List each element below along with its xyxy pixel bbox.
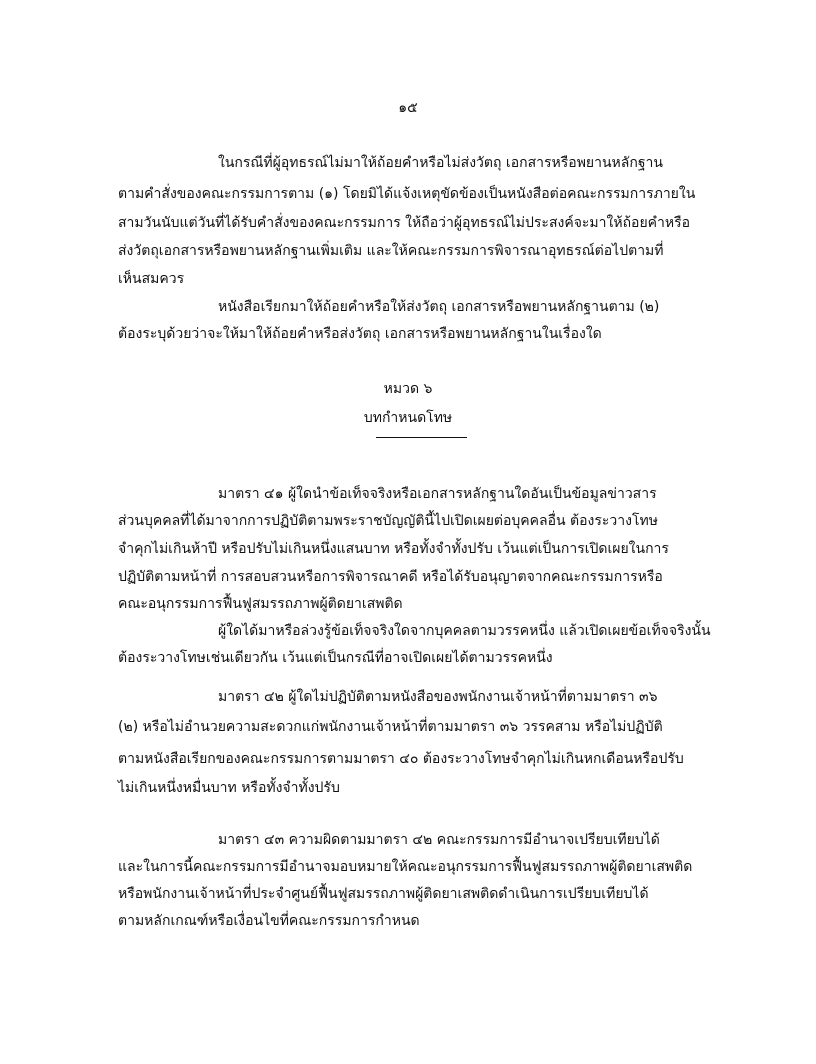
section-line: คณะอนุกรรมการฟื้นฟูสมรรถภาพผู้ติดยาเสพติด bbox=[118, 596, 403, 612]
paragraph-line: เห็นสมควร bbox=[118, 271, 185, 287]
section-line: ไม่เกินหนึ่งหมื่นบาท หรือทั้งจำทั้งปรับ bbox=[118, 780, 340, 796]
chapter-title: บทกำหนดโทษ bbox=[363, 410, 453, 426]
section-line: ส่วนบุคคลที่ได้มาจากการปฏิบัติตามพระราชบัญญัตินี้ไปเปิดเผยต่อบุคคลอื่น ต้องระวางโทษ bbox=[118, 513, 658, 529]
section-line: มาตรา ๔๓ ความผิดตามมาตรา ๔๒ คณะกรรมการมีอำนาจเปรียบเทียบได้ bbox=[218, 832, 660, 848]
paragraph-line: ต้องระบุด้วยว่าจะให้มาให้ถ้อยคำหรือส่งวัตถุ เอกสารหรือพยานหลักฐานในเรื่องใด bbox=[118, 326, 602, 342]
section-line: มาตรา ๔๑ ผู้ใดนำข้อเท็จจริงหรือเอกสารหลักฐานใดอันเป็นข้อมูลข่าวสาร bbox=[218, 486, 657, 502]
section-line: ปฏิบัติตามหน้าที่ การสอบสวนหรือการพิจารณาคดี หรือได้รับอนุญาตจากคณะกรรมการหรือ bbox=[118, 569, 663, 585]
page-number: ๑๕ bbox=[398, 100, 418, 116]
section-line: (๒) หรือไม่อำนวยความสะดวกแก่พนักงานเจ้าหน้าที่ตามมาตรา ๓๖ วรรคสาม หรือไม่ปฏิบัติ bbox=[118, 719, 663, 735]
paragraph-line: ตามคำสั่งของคณะกรรมการตาม (๑) โดยมิได้แจ้งเหตุขัดข้องเป็นหนังสือต่อคณะกรรมการภายใน bbox=[118, 186, 696, 202]
section-line: ผู้ใดได้มาหรือล่วงรู้ข้อเท็จจริงใดจากบุคคลตามวรรคหนึ่ง แล้วเปิดเผยข้อเท็จจริงนั้น bbox=[218, 623, 711, 639]
section-line: ตามหลักเกณฑ์หรือเงื่อนไขที่คณะกรรมการกำหนด bbox=[118, 913, 420, 929]
section-line: จำคุกไม่เกินห้าปี หรือปรับไม่เกินหนึ่งแสนบาท หรือทั้งจำทั้งปรับ เว้นแต่เป็นการเปิดเผยในการ bbox=[118, 541, 669, 557]
heading-underline bbox=[376, 437, 467, 438]
paragraph-line: ส่งวัตถุเอกสารหรือพยานหลักฐานเพิ่มเติม และให้คณะกรรมการพิจารณาอุทธรณ์ต่อไปตามที่ bbox=[118, 243, 664, 259]
paragraph-line: ในกรณีที่ผู้อุทธรณ์ไม่มาให้ถ้อยคำหรือไม่ส่งวัตถุ เอกสารหรือพยานหลักฐาน bbox=[218, 155, 663, 171]
section-line: และในการนี้คณะกรรมการมีอำนาจมอบหมายให้คณะอนุกรรมการฟื้นฟูสมรรถภาพผู้ติดยาเสพติด bbox=[118, 859, 693, 875]
paragraph-line: หนังสือเรียกมาให้ถ้อยคำหรือให้ส่งวัตถุ เอกสารหรือพยานหลักฐานตาม (๒) bbox=[218, 299, 660, 315]
section-line: หรือพนักงานเจ้าหน้าที่ประจำศูนย์ฟื้นฟูสมรรถภาพผู้ติดยาเสพติดดำเนินการเปรียบเทียบได้ bbox=[118, 886, 649, 902]
chapter-heading: หมวด ๖ bbox=[383, 381, 433, 397]
paragraph-line: สามวันนับแต่วันที่ได้รับคำสั่งของคณะกรรมการ ให้ถือว่าผู้อุทธรณ์ไม่ประสงค์จะมาให้ถ้อยคำหรือ bbox=[118, 215, 691, 231]
section-line: มาตรา ๔๒ ผู้ใดไม่ปฏิบัติตามหนังสือของพนักงานเจ้าหน้าที่ตามมาตรา ๓๖ bbox=[218, 689, 658, 705]
section-line: ตามหนังสือเรียกของคณะกรรมการตามมาตรา ๔๐ ต้องระวางโทษจำคุกไม่เกินหกเดือนหรือปรับ bbox=[118, 751, 684, 767]
section-line: ต้องระวางโทษเช่นเดียวกัน เว้นแต่เป็นกรณีที่อาจเปิดเผยได้ตามวรรคหนึ่ง bbox=[118, 650, 553, 666]
